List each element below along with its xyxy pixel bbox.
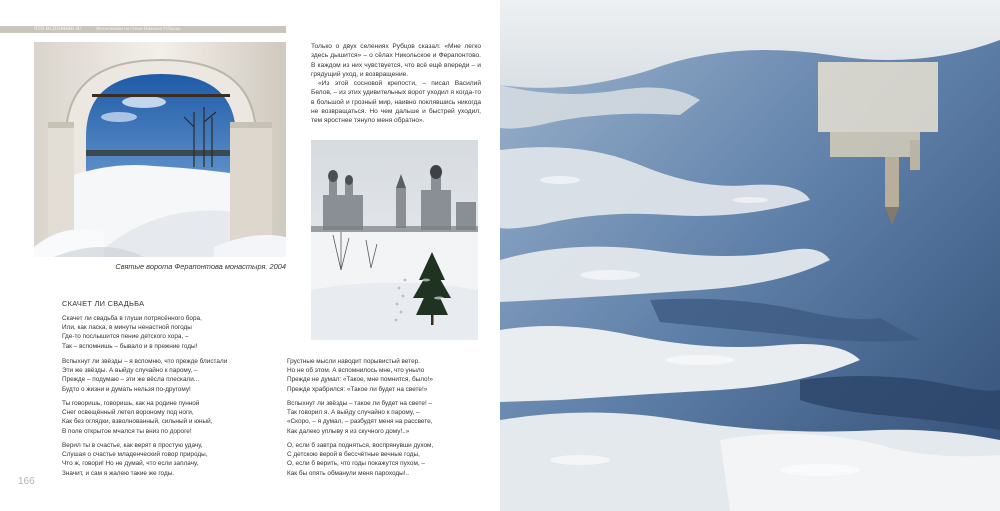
poem-line: Что ж, говори! Но не думай, что если заплачу, [62, 460, 199, 468]
ice-reflection-illustration [500, 0, 1000, 511]
winter-churches-illustration [311, 140, 478, 340]
monastery-gate-photo [34, 42, 286, 257]
poem-line: Снег освещённый летел вороному под ноги, [62, 409, 194, 417]
poem-title: СКАЧЕТ ЛИ СВАДЬБА [62, 299, 145, 308]
poem-line: Как бы опять обманули меня пароходы!.. [287, 469, 410, 477]
poem-line: Слушая о счастье младенческий говор природы, [62, 451, 208, 459]
intro-paragraph: «Из этой сосновой крепости, – писал Василий Белов, – из этих удивительных ворот уходил я когда-то в большой и грозный мир, наивно поклявшись никогда не возвращаться. Но чем дальше и быстрей уходил, тем яростнее тянуло меня обратно». [311, 80, 481, 125]
intro-paragraph: Только о двух селениях Рубцов сказал: «Мне легко здесь дышится» – о сёлах Никольское и Ферапонтово. В каждом из них чувствуется, что всё ещё впереди – и грядущий уход, и возвращение. [311, 43, 481, 78]
poem-stanza [287, 357, 433, 394]
poem-line: Или, как ласка, в минуты ненастной погоды [62, 324, 192, 332]
poem-line: Как далеко уплыву я из скучного дому!..» [287, 427, 410, 435]
ice-reflection-photo [500, 0, 1000, 511]
poem-stanza [62, 399, 213, 436]
poem-stanza [62, 357, 227, 394]
poem-stanza [62, 441, 207, 478]
poem-line: Значит, и сам я жалею такие же годы. [62, 469, 175, 477]
poem-line: Как без оглядки, взволнованный, сильный и юный, [62, 418, 213, 426]
poem-line: Ты говоришь, говоришь, как на родине пунной [62, 400, 200, 407]
running-header-title: Фотоснимки на стихи Николая Рубцова [96, 27, 181, 32]
poem-line: «Скоро, – я думал, – разбудят меня на рассвете, [287, 418, 433, 426]
poem-line: Где-то послышится пение детского хора, – [62, 333, 189, 341]
poem-line: Прежде храбрился: «Такое ли будет на свете!» [287, 385, 428, 393]
poem-line: В поле открытое мчался ты вниз по дороге! [62, 427, 192, 435]
winter-churches-photo [311, 140, 478, 340]
poem-line: Вспыхнут ли звёзды – такое ли будет на свете! – [287, 400, 433, 407]
poem-line: С детскою верой в бессчётные вечные годы, [287, 451, 420, 459]
intro-text [311, 42, 481, 126]
poem-line: Так говорил я. А выйду случайно к парому, – [287, 409, 420, 417]
poem-stanza [287, 441, 433, 478]
page-number: 166 [18, 476, 35, 487]
poem-line: Так – вспомнишь – бывало и в прежние годы! [62, 342, 198, 350]
running-header-section: ЧТО ВСПОМНЮ Я? [34, 27, 82, 32]
poem-line: Вспыхнут ли звёзды – я вспомню, что прежде блистали [62, 358, 228, 365]
poem-line: О, если б завтра подняться, воспрянувши духом, [287, 442, 434, 449]
poem-line: Скачет ли свадьба в глуши потрясённого бора, [62, 315, 202, 322]
poem-line: Но не об этом. А вспомнилось мне, что уныло [287, 367, 425, 375]
poem-stanza [62, 314, 202, 351]
poem-line: Прежде – подумаю – эти же вёсла плескали... [62, 376, 200, 384]
poem-line: Будто о жизни и думать нельзя по-другому! [62, 385, 191, 393]
monastery-gate-illustration [34, 42, 286, 257]
poem-line: Прежде не думал: «Такое, мне помнится, было!» [287, 376, 433, 384]
poem-line: Грустные мысли наводит порывистый ветер. [287, 358, 420, 365]
poem-stanza [287, 399, 432, 436]
poem-line: Эти же звёзды. А выйду случайно к парому, – [62, 367, 198, 375]
poem-line: О, если б верить, что годы покажутся пухом, – [287, 460, 425, 468]
poem-line: Верил ты в счастье, как верят в простую удачу, [62, 442, 203, 449]
photo-caption: Святые ворота Ферапонтова монастыря. 2004 [115, 262, 286, 271]
